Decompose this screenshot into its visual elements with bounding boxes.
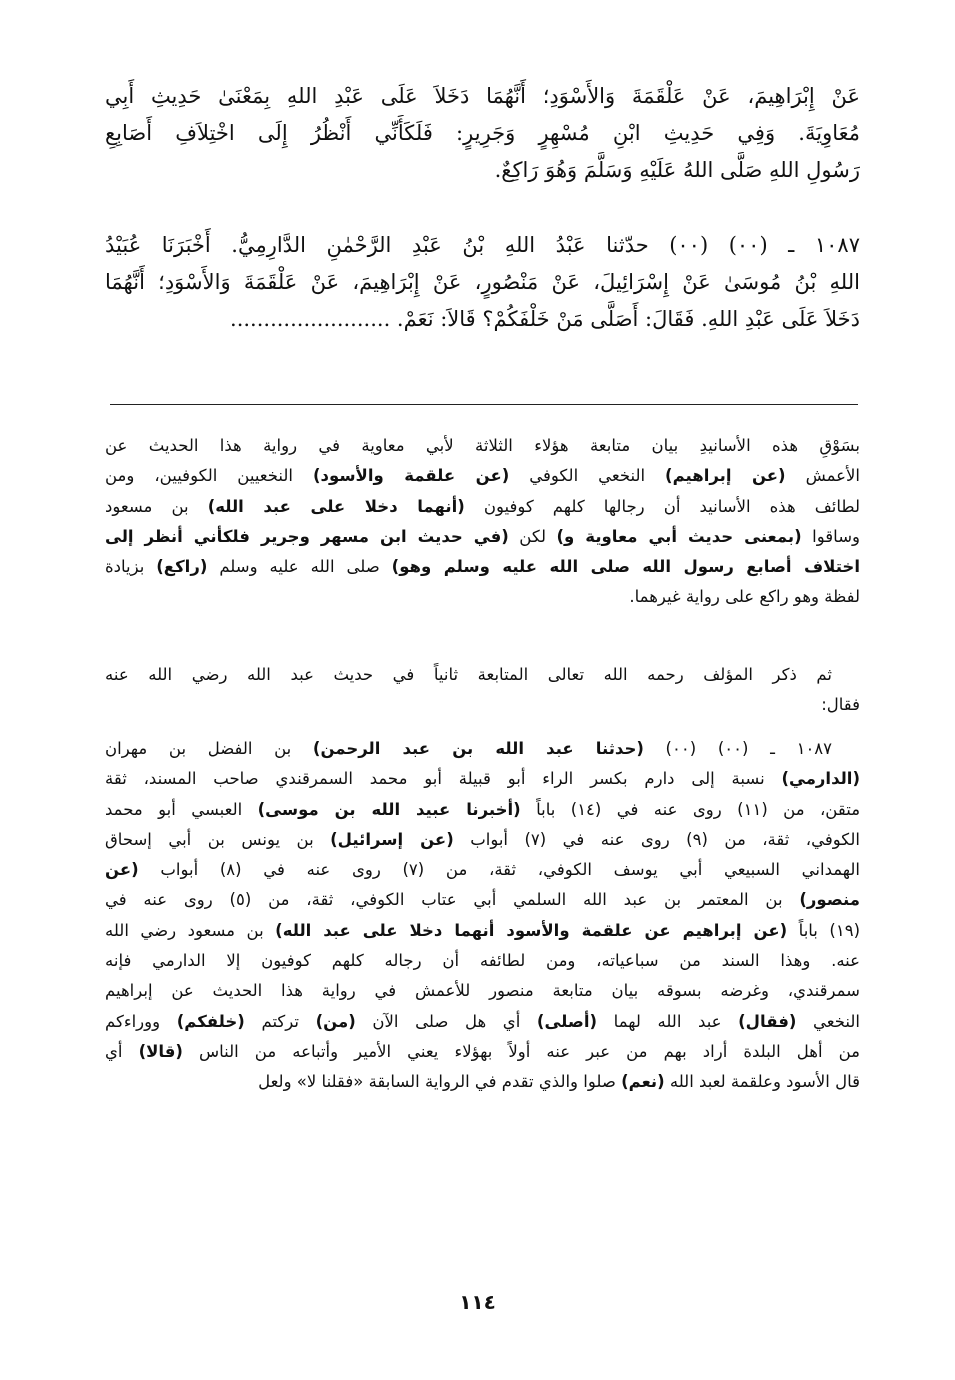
commentary-line (105, 885, 860, 915)
text-span: الأعمش (785, 466, 860, 486)
text-line: ١٠٨٧ ـ (٠٠) (٠٠) حدّثنا عَبْدُ اللهِ بْنُ عَبْدِ الرَّحْمٰنِ الدَّارِمِيُّ. أَخْبَرَنَا عُبَيْدُ (105, 233, 860, 257)
hadith-paragraph-2 (105, 227, 860, 338)
commentary-line (105, 855, 860, 885)
commentary-paragraph-3 (105, 734, 860, 1098)
text-span: متقن، من (١١) روى عنه في (١٤) باباً (520, 799, 860, 819)
bold-quote: (أصلى) (536, 1011, 598, 1031)
commentary-line (105, 582, 860, 612)
text-line: رَسُولِ اللهِ صَلَّى اللهُ عَلَيْهِ وَسَلَّمَ وَهُوَ رَاكِعٌ. (494, 158, 860, 182)
text-span: لطائف هذه الأسانيد أن رجالها كلهم كوفيون (464, 496, 860, 516)
bold-quote: اختلاف أصابع رسول الله صلى الله عليه وسلم وهو) (391, 557, 860, 577)
text-span: بن يونس بن أبي إسحاق (105, 829, 331, 849)
bold-quote: (عن علقمة والأسود) (312, 466, 510, 486)
commentary-line (105, 1037, 860, 1067)
bold-quote: (نعم) (621, 1072, 665, 1092)
bold-quote: (فقال) (738, 1011, 797, 1031)
commentary-line (105, 492, 860, 522)
page-number: ١١٤ (459, 1290, 496, 1314)
footnote-divider (110, 404, 858, 405)
bold-quote: (الدارمي) (781, 769, 860, 789)
text-span: صلى الله عليه وسلم (207, 557, 392, 577)
hadith-paragraph-1 (105, 78, 860, 189)
bold-quote: (عن إبراهيم عن علقمة والأسود أنهما دخلا على عبد الله) (275, 920, 788, 940)
bold-quote: (راكع) (156, 557, 208, 577)
bold-quote: (عن إسرائيل) (330, 829, 454, 849)
text-span: وساقوا (801, 526, 860, 546)
text-span: الهمداني السبيعي أبي يوسف الكوفي، ثقة، من (٧) روى عنه في (٨) أبواب (138, 860, 860, 880)
commentary-line (105, 461, 860, 491)
text-span: النخعي الكوفي (509, 466, 666, 486)
text-span: قال الأسود وعلقمة لعبد الله (664, 1072, 860, 1092)
text-span: أي هل صلى الآن (355, 1011, 537, 1031)
bold-quote: (بمعنى حديث أبي معاوية و) (556, 526, 802, 546)
text-line: دَخَلاَ عَلَى عَبْدِ اللهِ. فَقَالَ: أَصَلَّى مَنْ خَلْفَكُمْ؟ قَالاَ: نَعَمْ. ........................ (230, 307, 860, 331)
text-span: النخعي (796, 1011, 860, 1031)
commentary-line (105, 660, 860, 690)
text-line: اللهِ بْنُ مُوسَىٰ عَنْ إِسْرَائِيلَ، عَنْ مَنْصُورٍ، عَنْ إِبْرَاهِيمَ، عَنْ عَلْقَمَةَ وَالأَسْوَدِ؛ أَنَّهُمَا (105, 270, 860, 294)
commentary-paragraph-2 (105, 660, 860, 721)
text-span: (١٩) باباً (787, 920, 860, 940)
text-line: مُعَاوِيَةَ. وَفِي حَدِيثِ ابْنِ مُسْهِرٍ وَجَرِيرٍ: فَلَكَأَنِّي أَنْظُرُ إِلَى اخْتِلاَفِ أَصَابِعِ (105, 121, 860, 145)
text-span: من أهل البلدة أراد بهم من عبر عنه أولاً بهؤلاء يعني الأمير وأتباعه من الناس (182, 1041, 860, 1061)
commentary-line (105, 825, 860, 855)
bold-quote: (عن إبراهيم) (665, 466, 786, 486)
bold-quote: (أنهما دخلا على عبد الله) (207, 496, 465, 516)
commentary-line (105, 431, 860, 461)
commentary-line (105, 946, 860, 976)
commentary-line (105, 916, 860, 946)
commentary-paragraph-1 (105, 431, 860, 613)
text-span: بسَوْقِ هذه الأسانيدِ بيان متابعة هؤلاء الثلاثة لأبي معاوية في رواية هذا الحديث عن (105, 436, 860, 455)
text-span: تركتم (244, 1011, 316, 1031)
text-span: أي (105, 1041, 139, 1061)
commentary-line (105, 795, 860, 825)
bold-quote: منصور) (799, 890, 860, 910)
text-span: فقال: (821, 695, 860, 715)
bold-quote: (خلفكم) (176, 1011, 245, 1031)
text-span: نسبة إلى دارم بكسر الراء أبو قبيلة أبو محمد السمرقندي صاحب المسند، ثقة (105, 769, 782, 789)
bold-quote: (في حديث ابن مسهر وجرير فلكأني أنظر إلى (105, 526, 509, 546)
text-span: لكن (508, 526, 557, 546)
text-span: ووراءكم (105, 1011, 177, 1031)
text-span: عبد الله لهما (597, 1011, 739, 1031)
text-span: العبسي أبو محمد (105, 799, 258, 819)
text-span: النخعيين الكوفيين، ومن (105, 466, 313, 486)
commentary-line (105, 1067, 860, 1097)
commentary-line (105, 976, 860, 1006)
text-span: الكوفي، ثقة، من (٩) روى عنه في (٧) أبواب (453, 829, 860, 849)
commentary-line (105, 690, 860, 720)
text-span: بن مسعود رضي الله (105, 920, 276, 940)
text-line: عَنْ إِبْرَاهِيمَ، عَنْ عَلْقَمَةَ وَالأَسْوَدِ؛ أَنَّهُمَا دَخَلاَ عَلَى عَبْدِ اللهِ بِمَعْنَىٰ حَدِيثِ أَبِي (105, 84, 860, 108)
bold-quote: (من) (315, 1011, 356, 1031)
text-span: صلوا والذي تقدم في الرواية السابقة «فقلنا لا» ولعل (258, 1072, 622, 1092)
bold-quote: (أخبرنا عبيد الله بن موسى) (257, 799, 521, 819)
commentary-line (105, 764, 860, 794)
text-span: بزيادة (105, 557, 157, 577)
text-span: ثم ذكر المؤلف رحمه الله تعالى المتابعة ثانياً في حديث عبد الله رضي الله عنه (105, 665, 832, 684)
bold-quote: (قالا) (138, 1041, 183, 1061)
text-span: ١٠٨٧ ـ (٠٠) (٠٠) (643, 739, 833, 758)
text-span: بن الفضل بن مهران (105, 739, 313, 758)
commentary-line (105, 734, 860, 764)
text-span: سمرقندي، وغرضه بسوقه بيان متابعة منصور للأعمش في رواية هذا الحديث عن إبراهيم (105, 981, 860, 1001)
text-span: بن مسعود (105, 496, 208, 516)
text-span: عنه. وهذا السند من سباعياته، ومن لطائفه أن رجاله كلهم كوفيون إلا الدارمي فإنه (105, 951, 860, 971)
bold-quote: (حدثنا عبد الله بن عبد الرحمن) (312, 739, 644, 758)
commentary-line (105, 1007, 860, 1037)
commentary-line (105, 522, 860, 552)
commentary-line (105, 552, 860, 582)
text-span: بن المعتمر بن عبد الله السلمي أبي عتاب الكوفي، ثقة، من (٥) روى عنه في (105, 890, 800, 910)
text-span: لفظة وهو راكع على رواية غيرهما. (629, 587, 860, 607)
bold-quote: (عن (105, 860, 139, 880)
